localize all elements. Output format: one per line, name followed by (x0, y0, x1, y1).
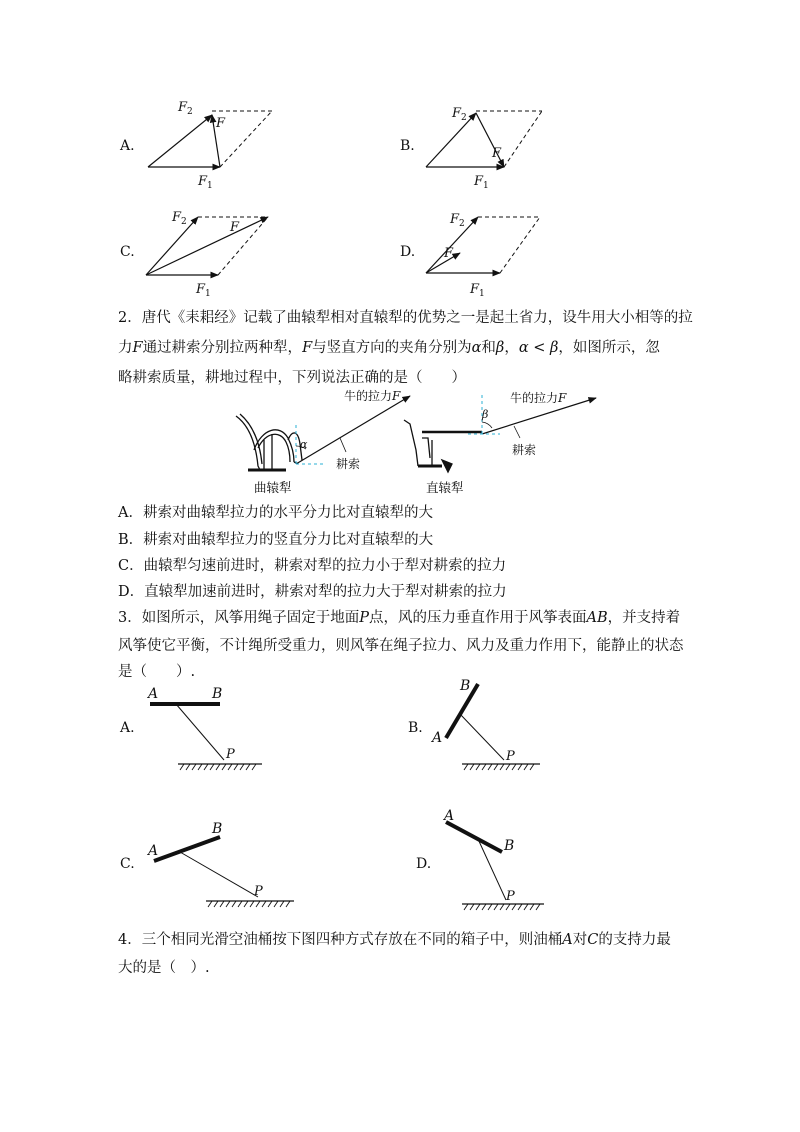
q2-option-a[interactable]: A．耕索对曲辕犁拉力的水平分力比对直辕犁的大 (118, 505, 433, 521)
label-p: P (506, 889, 515, 904)
f2-vector (148, 115, 212, 167)
f1-label: $F_1$ (470, 282, 485, 299)
f-label: F (444, 246, 454, 261)
f1-label: $F_1$ (474, 174, 489, 191)
q1-option-b-figure[interactable] (418, 95, 578, 195)
label-p: P (254, 884, 263, 899)
beta-label: β (482, 408, 489, 421)
q3-option-a-figure[interactable] (140, 684, 280, 780)
kite-rope (176, 704, 224, 760)
q4-line2: 大的是（ ）. (118, 960, 210, 976)
dashed-edge (220, 111, 272, 167)
f2-label: $F_2$ (172, 210, 187, 227)
f1-label: $F_1$ (198, 174, 213, 191)
q1-option-c-letter[interactable]: C. (120, 244, 135, 260)
label-p: P (506, 749, 515, 764)
f2-vector (426, 113, 476, 167)
q1-option-b-letter[interactable]: B. (400, 138, 415, 154)
q3-line3: 是（ ）. (118, 664, 196, 680)
right-plow-name: 直辕犁 (426, 480, 464, 495)
q1-option-d-figure[interactable] (420, 205, 580, 305)
right-force-label: 牛的拉力F (510, 391, 567, 405)
q3-line2: 风筝使它平衡，不计绳所受重力，则风筝在绳子拉力、风力及重力作用下，能静止的状态 (118, 638, 684, 654)
f2-label: $F_2$ (178, 100, 193, 117)
f-vector (146, 217, 268, 275)
curved-plow-drawing (236, 414, 302, 470)
dashed-edge (500, 217, 540, 273)
kite-rope (180, 852, 258, 897)
dashed-edge (504, 111, 542, 167)
q3-line1: 3．如图所示，风筝用绳子固定于地面P点，风的压力垂直作用于风筝表面AB，并支持着 (118, 610, 681, 626)
label-b: B (212, 821, 223, 837)
ground-hatch (180, 764, 256, 770)
f2-vector (146, 217, 198, 275)
label-a: A (444, 808, 455, 824)
f1-label: $F_1$ (196, 282, 211, 299)
f2-label: $F_2$ (452, 106, 467, 123)
ground-hatch (208, 901, 290, 907)
q1-option-c-figure[interactable] (140, 205, 300, 305)
f2-label: $F_2$ (450, 212, 465, 229)
q2-option-d[interactable]: D．直辕犁加速前进时，耕索对犁的拉力大于犁对耕索的拉力 (118, 584, 507, 600)
q2-line3: 略耕索质量，耕地过程中，下列说法正确的是（ ） (118, 370, 466, 386)
label-p: P (226, 747, 235, 762)
q2-option-c[interactable]: C．曲辕犁匀速前进时，耕索对犁的拉力小于犁对耕索的拉力 (118, 558, 507, 574)
q3-option-d-letter[interactable]: D. (416, 856, 432, 872)
straight-plow-drawing (404, 420, 482, 472)
q1-option-a-letter[interactable]: A. (120, 138, 135, 154)
q3-option-b-figure[interactable] (428, 676, 568, 780)
left-force-arrow (296, 396, 410, 464)
label-b: B (460, 678, 471, 694)
right-rope-pointer (514, 426, 520, 438)
q1-option-a-figure[interactable] (140, 95, 300, 195)
label-b: B (504, 838, 515, 854)
q2-line1: 2．唐代《耒耜经》记载了曲辕犁相对直辕犁的优势之一是起土省力，设牛用大小相等的拉 (118, 310, 693, 326)
left-rope-label: 耕索 (336, 457, 361, 471)
q4-line1: 4．三个相同光滑空油桶按下图四种方式存放在不同的箱子中，则油桶A对C的支持力最 (118, 932, 671, 948)
f-label: F (230, 220, 240, 235)
q3-option-c-figure[interactable] (140, 815, 310, 915)
q3-option-c-letter[interactable]: C. (120, 856, 135, 872)
left-force-label: 牛的拉力F (344, 389, 401, 403)
label-a: A (148, 843, 159, 859)
left-rope-pointer (340, 438, 346, 452)
f-label: F (492, 146, 502, 161)
alpha-label: α (300, 438, 308, 451)
label-a: A (432, 730, 443, 746)
dashed-edge (218, 217, 268, 275)
kite-surface (446, 822, 502, 852)
beta-arc (482, 422, 492, 428)
q3-option-a-letter[interactable]: A. (120, 720, 135, 736)
ground-hatch (464, 904, 540, 910)
q2-plow-figure (228, 388, 608, 500)
q3-option-b-letter[interactable]: B. (408, 720, 423, 736)
ground-hatch (464, 764, 534, 770)
label-a: A (148, 686, 159, 702)
q1-option-d-letter[interactable]: D. (400, 244, 416, 260)
q2-line2: 力F通过耕索分别拉两种犁，F与竖直方向的夹角分别为α和β，α < β，如图所示，忽 (118, 340, 660, 356)
q2-option-b[interactable]: B．耕索对曲辕犁拉力的竖直分力比对直辕犁的大 (118, 532, 434, 548)
f-vector (426, 253, 460, 273)
q3-option-d-figure[interactable] (432, 808, 572, 918)
label-b: B (212, 686, 223, 702)
f-label: F (216, 116, 226, 131)
left-plow-name: 曲辕犁 (254, 480, 292, 495)
kite-surface (154, 837, 220, 861)
right-rope-label: 耕索 (512, 443, 537, 457)
kite-rope (460, 714, 504, 760)
